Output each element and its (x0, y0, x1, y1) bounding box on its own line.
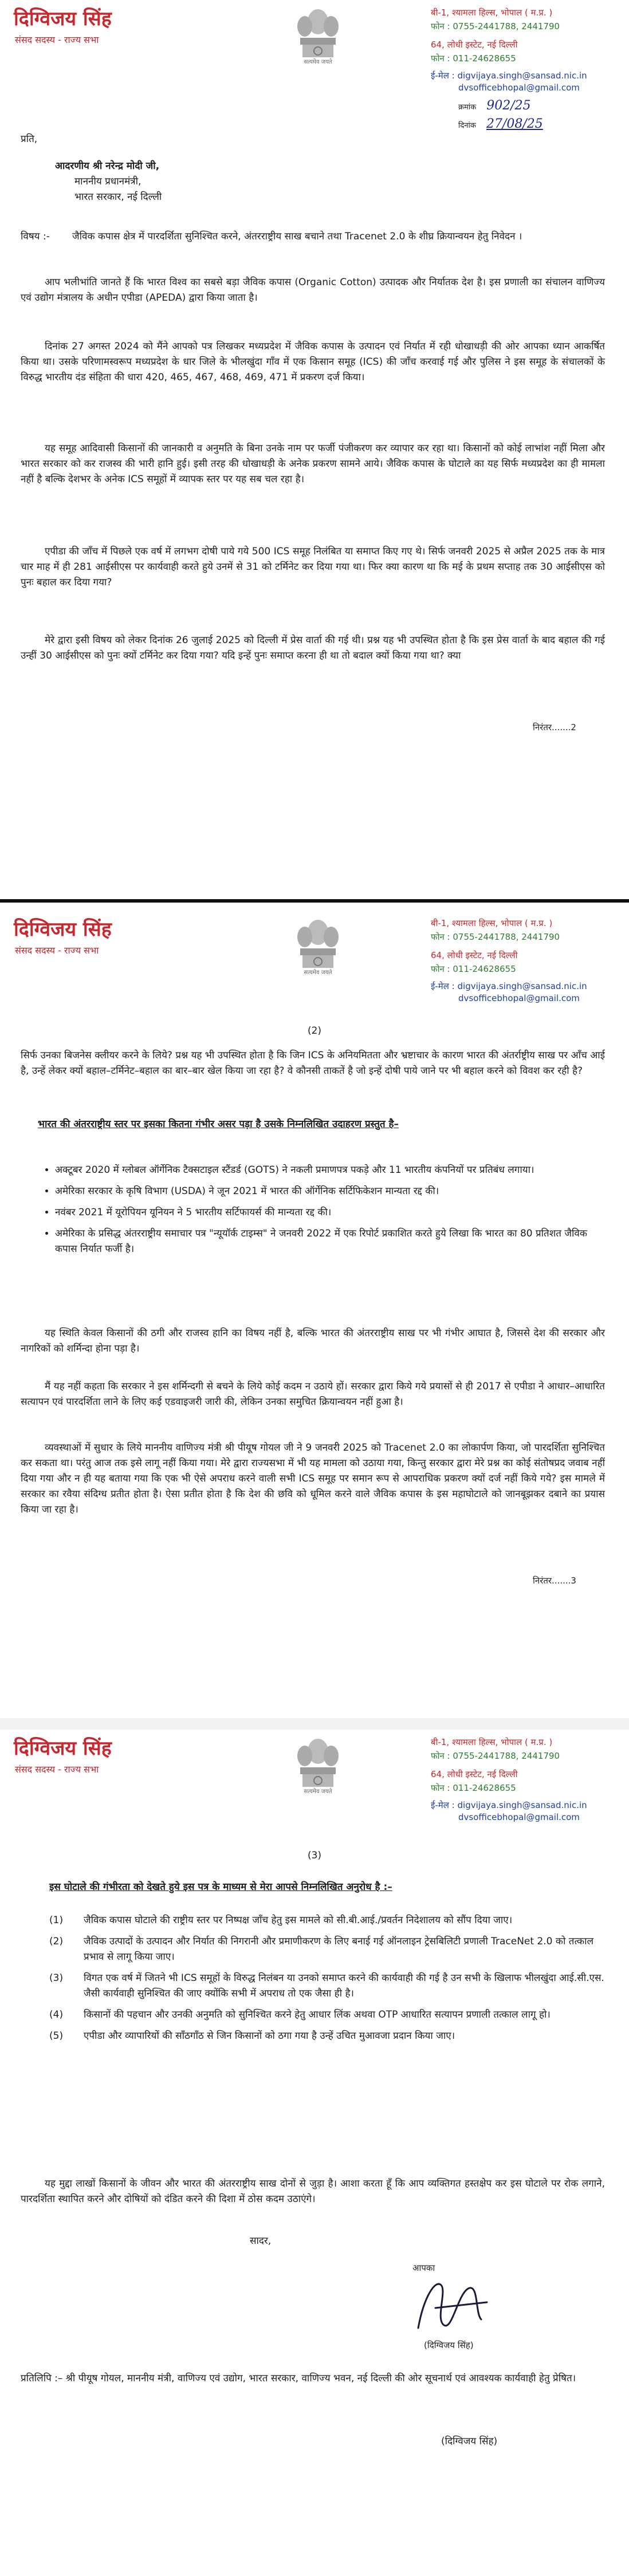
example-item: • अक्टूबर 2020 में ग्लोबल ऑर्गेनिक टैक्सटाइल स्टैंडर्ड (GOTS) ने नकली प्रमाणपत्र पकड़े और 11 भारतीय कंपनियों पर प्रतिबंध लगाया। (55, 1163, 605, 1178)
to-label: प्रति, (21, 133, 38, 145)
paragraph-5: मेरे द्वारा इसी विषय को लेकर दिनांक 26 जुलाई 2025 को दिल्ली में प्रेस वार्ता की गई थी। प्रश्न यह भी उपस्थित होता है कि इस प्रेस वार्ता के बाद बहाल की गई उन्हीं 30 आईसीएस को पुनः क्यों टर्मिनेट कर दिया गया? यदि इन्हें पुनः समाप्त करना ही था तो बदाल क्यों किया गया था? क्या (21, 635, 605, 661)
national-emblem-icon (286, 915, 349, 992)
email-secondary[interactable]: dvsofficebhopal@gmail.com (458, 82, 580, 93)
email-secondary[interactable]: dvsofficebhopal@gmail.com (458, 993, 580, 1003)
request-text: विगत एक वर्ष में जितने भी ICS समूहों के विरुद्ध निलंबन या उनको समाप्त करने की कार्यवाही की गई है उन सभी के खिलाफ भीलखुंदा आई.सी.एस. जैसी कार्यवाही सुनिश्चित की जाए क्योंकि सभी में अपराध तो एक जैसा ही है। (84, 1972, 604, 1999)
requests-list (21, 1913, 605, 2050)
request-number: (3) (49, 1972, 64, 1984)
letter-date: 27/08/25 (486, 117, 543, 131)
page-separator (0, 899, 629, 903)
paragraph-tracenet: व्यवस्थाओं में सुधार के लिये माननीय वाणिज्य मंत्री श्री पीयूष गोयल जी ने 9 जनवरी 2025 को Tracenet 2.0 का लोकार्पण किया, जो पारदर्शिता सुनिश्चित कर सकता था। परंतु आज तक इसे लागू नहीं किया गया। मेरे द्वारा राज्यसभा में भी यह मामला को उठाया गया, किन्तु सरकार द्वारा मेरे प्रश्न का कोई संतोषप्रद जवाब नहीं दिया गया और न ही यह बताया गया कि एक भी ऐसे अपराध करने वाली सभी ICS समूह पर समान रूप से आपराधिक प्रकरण क्यों दर्ज नहीं किये गये? इस मामले में सरकार का रवैया संदिग्ध प्रतीत होता है। ऐसा प्रतीत होता है कि देश की छवि को धूमिल करने वाले जैविक कपास के इस महाघोटाले को जानबूझकर दबाने का प्रयास किया जा रहा है। (21, 1442, 605, 1515)
examples-heading: भारत की अंतरराष्ट्रीय स्तर पर इसका कितना गंभीर असर पड़ा है उसके निम्नलिखित उदाहरण प्रस्तुत है– (38, 1118, 399, 1130)
recipient-place: भारत सरकार, नई दिल्ली (74, 191, 162, 203)
letterhead-name: दिग्विजय सिंह (14, 7, 112, 30)
salutation: सादर, (250, 2235, 272, 2247)
address-delhi: 64, लोधी इस्टेट, नई दिल्ली (431, 1769, 518, 1779)
emblem-caption: सत्यमेव जयते (304, 970, 332, 976)
address-bhopal: बी-1, श्यामला हिल्स, भोपाल ( म.प्र. ) (431, 1737, 553, 1747)
phone-delhi: फोन : 011-24628655 (431, 1783, 516, 1793)
recipient-name: आदरणीय श्री नरेन्द्र मोदी जी, (55, 160, 160, 172)
date-label: दिनांक (458, 121, 476, 130)
examples-list (21, 1163, 605, 1263)
email-primary[interactable]: ई-मेल : digvijaya.singh@sansad.nic.in (431, 1800, 587, 1810)
phone-bhopal: फोन : 0755-2441788, 2441790 (431, 21, 560, 31)
paragraph-4: एपीडा की जाँच में पिछले एक वर्ष में लगभग दोषी पाये गये 500 ICS समूह निलंबित या समाप्त किए गए थे। सिर्फ जनवरी 2025 से अप्रैल 2025 तक के मात्र चार माह में ही 281 आईसीएस पर कार्यवाही करते हुये उनमें से 31 को टर्मिनेट कर दिया गया था। फिर क्या कारण था कि मई के प्रथम सप्ताह तक 30 आईसीएस को पुनः बहाल कर दिया गया? (21, 546, 605, 588)
ref-number: 902/25 (486, 99, 531, 113)
request-number: (1) (49, 1915, 64, 1926)
paragraph-1: आप भलीभांति जानते हैं कि भारत विश्व का सबसे बड़ा जैविक कपास (Organic Cotton) उत्पादक और निर्यातक देश है। इस प्रणाली का संचालन वाणिज्य एवं उद्योग मंत्रालय के अधीन एपीडा (APEDA) द्वारा किया जाता है। (21, 277, 605, 304)
subject-label: विषय :- (21, 231, 50, 242)
example-item: • अमेरिका के प्रसिद्ध अंतरराष्ट्रीय समाचार पत्र "न्यूयॉर्क टाइम्स" ने जनवरी 2022 में एक रिपोर्ट प्रकाशित करते हुये लिखा कि भारत का 80 प्रतिशत जैविक कपास निर्यात फर्जी है। (55, 1226, 605, 1257)
signature-name: (दिग्विजय सिंह) (424, 2340, 474, 2350)
request-item (49, 2007, 605, 2023)
letterhead-designation: संसद सदस्य - राज्य सभा (15, 1764, 99, 1775)
request-item (49, 1934, 605, 1965)
example-item: • अमेरिका सरकार के कृषि विभाग (USDA) ने जून 2021 में भारत की ऑर्गेनिक सर्टिफिकेशन मान्यता रद्द की। (55, 1184, 605, 1199)
address-delhi: 64, लोधी इस्टेट, नई दिल्ली (431, 40, 518, 50)
letterhead-designation: संसद सदस्य - राज्य सभा (15, 945, 99, 956)
recipient-block (21, 132, 605, 205)
email-secondary[interactable]: dvsofficebhopal@gmail.com (458, 1812, 580, 1822)
email-primary[interactable]: ई-मेल : digvijaya.singh@sansad.nic.in (431, 981, 587, 991)
phone-bhopal: फोन : 0755-2441788, 2441790 (431, 1751, 560, 1761)
request-number: (4) (49, 2009, 64, 2020)
request-text: जैविक कपास घोटाले की राष्ट्रीय स्तर पर निष्पक्ष जाँच हेतु इस मामले को सी.बी.आई./प्रवर्तन निदेशालय को सौंप दिया जाए। (84, 1915, 513, 1926)
continued-footer: निरंतर.......2 (533, 722, 576, 732)
page-number: (2) (307, 1025, 322, 1037)
request-item (49, 1913, 605, 1928)
phone-delhi: फोन : 011-24628655 (431, 53, 516, 64)
address-delhi: 64, लोधी इस्टेट, नई दिल्ली (431, 950, 518, 960)
letterhead-designation: संसद सदस्य - राज्य सभा (15, 34, 99, 45)
address-bhopal: बी-1, श्यामला हिल्स, भोपाल ( म.प्र. ) (431, 7, 553, 18)
letter-page-2 (0, 911, 629, 1718)
phone-bhopal: फोन : 0755-2441788, 2441790 (431, 932, 560, 942)
recipient-title: माननीय प्रधानमंत्री, (74, 176, 141, 187)
example-item: • नवंबर 2021 में यूरोपियन यूनियन ने 5 भारतीय सर्टिफायर्स की मान्यता रद्द की। (55, 1205, 605, 1220)
request-text: जैविक उत्पादों के उत्पादन और निर्यात की निगरानी और प्रमाणीकरण के लिए बनाई गई ऑनलाइन ट्रेसबिलिटी प्रणाली TraceNet 2.0 को तत्काल प्रभाव से लागू किया जाए। (84, 1936, 594, 1963)
paragraph-government: मैं यह नहीं कहता कि सरकार ने इस शर्मिन्दगी से बचने के लिये कोई कदम न उठाये हों। सरकार द्वारा किये गये प्रयासों से ही 2017 से एपीडा ने आधार–आधारित सत्यापन एवं पारदर्शिता लाने के लिए कई एडवाइजरी जारी की, लेकिन उनका समुचित क्रियान्वयन नहीं हुआ है। (21, 1381, 605, 1408)
reference-block (458, 99, 531, 113)
letter-page-1 (0, 0, 629, 893)
request-item (49, 2028, 605, 2044)
national-emblem-icon (286, 5, 349, 82)
request-number: (5) (49, 2030, 64, 2042)
closing-paragraph: यह मुद्दा लाखों किसानों के जीवन और भारत की अंतरराष्ट्रीय साख दोनों से जुड़ा है। आशा करता हूँ कि आप व्यक्तिगत हस्तक्षेप कर इस घोटाले पर रोक लगाने, पारदर्शिता स्थापित करने और दोषियों को दंडित करने की दिशा में ठोस कदम उठाएंगे। (21, 2178, 605, 2205)
paragraph-impact: यह स्थिति केवल किसानों की ठगी और राजस्व हानि का विषय नहीं है, बल्कि भारत की अंतरराष्ट्रीय साख पर भी गंभीर आघात है, जिससे देश की सरकार और नागरिकों को शर्मिन्दा होना पड़ा है। (21, 1328, 605, 1354)
yours-label: आपका (412, 2263, 435, 2273)
request-text: किसानों की पहचान और उनकी अनुमति को सुनिश्चित करने हेतु आधार लिंक अथवा OTP आधारित सत्यापन प्रणाली तत्काल लागू हो। (84, 2009, 551, 2020)
national-emblem-icon (286, 1734, 349, 1811)
requests-heading: इस घोटाले की गंभीरता को देखते हुये इस पत्र के माध्यम से मेरा आपसे निम्नलिखित अनुरोध है :– (49, 1881, 392, 1893)
bottom-signature-name: (दिग्विजय सिंह) (441, 2436, 498, 2447)
subject-block (21, 229, 605, 245)
letterhead-name: दिग्विजय सिंह (14, 1737, 112, 1760)
phone-delhi: फोन : 011-24628655 (431, 964, 516, 974)
copy-to: प्रतिलिपि :– श्री पीयूष गोयल, माननीय मंत्री, वाणिज्य एवं उद्योग, भारत सरकार, वाणिज्य भवन, नई दिल्ली की ओर सूचनार्थ एवं आवश्यक कार्यवाही हेतु प्रेषित। (21, 2373, 576, 2384)
letterhead-name: दिग्विजय सिंह (14, 918, 112, 941)
ref-label: क्रमांक (458, 103, 477, 112)
address-bhopal: बी-1, श्यामला हिल्स, भोपाल ( म.प्र. ) (431, 918, 553, 928)
emblem-caption: सत्यमेव जयते (304, 1789, 332, 1795)
page-number: (3) (307, 1850, 322, 1861)
request-text: एपीडा और व्यापारियों की साँठगाँठ से जिन किसानों को ठगा गया है उन्हें उचित मुआवजा प्रदान किया जाए। (84, 2030, 455, 2042)
email-primary[interactable]: ई-मेल : digvijaya.singh@sansad.nic.in (431, 70, 587, 81)
subject-text: जैविक कपास क्षेत्र में पारदर्शिता सुनिश्चित करने, अंतरराष्ट्रीय साख बचाने तथा Tracenet 2.0 के शीघ्र क्रियान्वयन हेतु निवेदन । (72, 231, 522, 242)
continuation-paragraph: सिर्फ उनका बिजनेस क्लीयर करने के लिये? प्रश्न यह भी उपस्थित होता है कि जिन ICS के अनियमितता और भ्रष्टाचार के कारण भारत की अंतर्राष्ट्रीय साख पर आँच आई है, उन्हें लेकर क्यों बहाल–टर्मिनेट–बहाल का बार–बार खेल किया जा रहा है? वे कौनसी ताकतें है जो इन्हें दोषी पाये जाने पर भी बहाल करने को विवश कर रही है? (21, 1050, 605, 1077)
paragraph-2: दिनांक 27 अगस्त 2024 को मैंने आपको पत्र लिखकर मध्यप्रदेश में जैविक कपास के उत्पादन एवं निर्यात में रही धोखाधड़ी की ओर आपका ध्यान आकर्षित किया था। उसके परिणामस्वरूप मध्यप्रदेश के धार जिले के भीलखुंदा गाँव में एक किसान समूह (ICS) की जाँच करवाई गई और पुलिस ने इस समूह के संचालकों के विरुद्ध भारतीय दंड संहिता की धारा 420, 465, 467, 468, 469, 471 में प्रकरण दर्ज किया। (21, 341, 605, 383)
page-gap (0, 1718, 629, 1730)
paragraph-3: यह समूह आदिवासी किसानों की जानकारी व अनुमति के बिना उनके नाम पर फर्जी पंजीकरण कर व्यापार कर रहा था। किसानों को कोई लाभांश नहीं मिला और भारत सरकार को कर राजस्व की भारी हानि हुई। इसी तरह की धोखाधड़ी के अनेक प्रकरण सामने आये। जैविक कपास के घोटाले का यह सिर्फ मध्यप्रदेश का ही मामला नहीं है बल्कि देशभर के अनेक ICS समूहों में व्यापक स्तर पर यह सब चल रहा है। (21, 443, 605, 485)
continued-footer: निरंतर.......3 (533, 1575, 576, 1586)
request-number: (2) (49, 1936, 64, 1947)
date-block (458, 117, 543, 131)
signature-image (401, 2274, 516, 2337)
request-item (49, 1971, 605, 2002)
letter-page-3 (0, 1730, 629, 2576)
emblem-caption: सत्यमेव जयते (304, 59, 332, 65)
